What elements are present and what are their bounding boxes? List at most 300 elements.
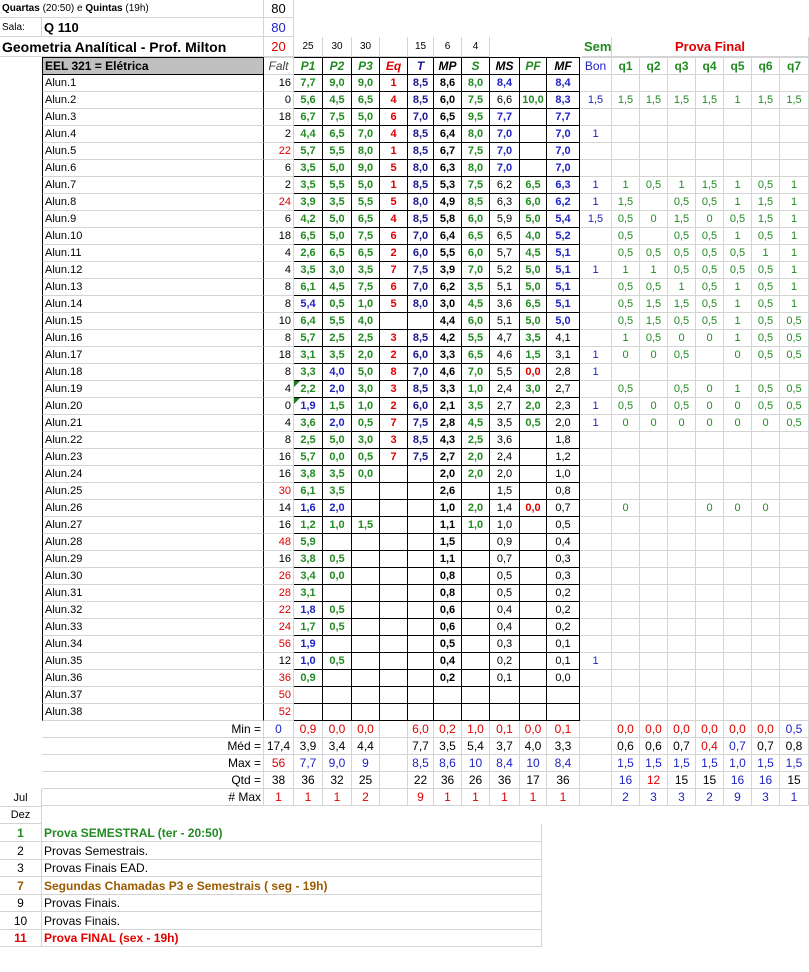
student-name: Alun.6: [42, 160, 264, 177]
grade-cell: 8,0: [352, 143, 380, 160]
grade-cell: [462, 687, 490, 704]
grade-cell: 3,3: [434, 347, 462, 364]
grade-cell: [612, 534, 640, 551]
stat-cell: 2: [352, 789, 380, 806]
stat-cell: 8,4: [490, 755, 520, 772]
grade-cell: [520, 126, 547, 143]
grade-cell: [780, 160, 809, 177]
grade-cell: [520, 568, 547, 585]
header-falt: Falt: [264, 57, 294, 75]
grade-cell: 6,2: [547, 194, 580, 211]
grade-cell: 5,0: [352, 177, 380, 194]
grade-cell: 2: [264, 126, 294, 143]
grade-cell: 5,5: [323, 177, 352, 194]
room-label: Sala:: [0, 18, 42, 37]
grade-cell: [352, 568, 380, 585]
stat-cell: 1,0: [724, 755, 752, 772]
grade-cell: [580, 381, 612, 398]
stat-cell: 3: [752, 789, 780, 806]
grade-cell: 1,0: [294, 653, 323, 670]
stat-cell: 25: [352, 772, 380, 789]
grade-cell: 0,5: [612, 381, 640, 398]
grade-cell: 2,5: [462, 432, 490, 449]
grade-cell: 1,5: [640, 92, 668, 109]
grade-cell: 6,5: [323, 126, 352, 143]
grade-cell: 0,5: [323, 296, 352, 313]
grade-cell: 1,5: [668, 211, 696, 228]
student-name: Alun.23: [42, 449, 264, 466]
grade-cell: 5,3: [434, 177, 462, 194]
grade-cell: 4,0: [323, 364, 352, 381]
grade-cell: 0,5: [780, 415, 809, 432]
month-jul: Jul: [0, 789, 42, 807]
grade-cell: 0,5: [696, 245, 724, 262]
grade-cell: 1,5: [580, 92, 612, 109]
stat-cell: 17: [520, 772, 547, 789]
grade-cell: [668, 534, 696, 551]
grade-cell: 0,5: [752, 381, 780, 398]
grade-cell: 30: [264, 483, 294, 500]
grade-cell: 1,9: [294, 398, 323, 415]
grade-cell: [580, 160, 612, 177]
grade-cell: 5,0: [352, 364, 380, 381]
grade-cell: 3,8: [294, 466, 323, 483]
student-name: Alun.32: [42, 602, 264, 619]
stat-label: Min =: [42, 721, 264, 738]
grade-cell: [580, 228, 612, 245]
stat-cell: 32: [323, 772, 352, 789]
grade-cell: 10,0: [520, 92, 547, 109]
grade-cell: 0,5: [752, 228, 780, 245]
grade-cell: [490, 687, 520, 704]
grade-cell: 3,5: [490, 415, 520, 432]
grade-cell: 2,7: [490, 398, 520, 415]
grade-cell: [612, 143, 640, 160]
grade-cell: [520, 432, 547, 449]
room-count: 80: [264, 18, 294, 37]
grade-cell: 4: [264, 415, 294, 432]
stat-cell: 2: [696, 789, 724, 806]
grade-cell: 7: [380, 415, 408, 432]
calendar-event: Provas Semestrais.: [42, 842, 542, 860]
grade-cell: 0,5: [668, 228, 696, 245]
grade-cell: 6,3: [490, 194, 520, 211]
grade-cell: 5,4: [547, 211, 580, 228]
grade-cell: 0,5: [752, 262, 780, 279]
grade-cell: [380, 483, 408, 500]
grade-cell: 5,5: [490, 364, 520, 381]
grade-cell: 1,0: [462, 381, 490, 398]
stat-cell: 1,5: [696, 755, 724, 772]
stat-cell: 0,1: [547, 721, 580, 738]
grade-cell: 1: [780, 177, 809, 194]
grade-cell: [547, 687, 580, 704]
grade-cell: 5,1: [547, 245, 580, 262]
grade-cell: [696, 534, 724, 551]
grade-cell: 3,1: [547, 347, 580, 364]
grade-cell: [752, 585, 780, 602]
grade-cell: [696, 517, 724, 534]
grade-cell: 0: [668, 330, 696, 347]
grade-cell: [380, 551, 408, 568]
grade-cell: 2,8: [547, 364, 580, 381]
grade-cell: 1,5: [640, 313, 668, 330]
grade-cell: 0,5: [640, 279, 668, 296]
grade-cell: 0: [612, 415, 640, 432]
grade-cell: [380, 602, 408, 619]
student-name: Alun.15: [42, 313, 264, 330]
weight-cell: [380, 37, 408, 57]
student-name: Alun.36: [42, 670, 264, 687]
grade-cell: 7,0: [547, 160, 580, 177]
grade-cell: 8,5: [462, 194, 490, 211]
grade-cell: 0: [640, 398, 668, 415]
stat-cell: 17,4: [264, 738, 294, 755]
grade-cell: 1,0: [323, 517, 352, 534]
grade-cell: 2,7: [434, 449, 462, 466]
grade-cell: [668, 449, 696, 466]
grade-cell: 50: [264, 687, 294, 704]
grade-cell: 1: [780, 262, 809, 279]
grade-cell: 3,0: [434, 296, 462, 313]
grade-cell: [580, 296, 612, 313]
grade-cell: [780, 704, 809, 721]
stat-cell: 15: [780, 772, 809, 789]
stat-cell: 15: [668, 772, 696, 789]
grade-cell: 0,4: [547, 534, 580, 551]
grade-cell: [640, 602, 668, 619]
grade-cell: 3,6: [294, 415, 323, 432]
student-name: Alun.14: [42, 296, 264, 313]
grade-cell: 6,5: [434, 109, 462, 126]
grade-cell: 4: [264, 262, 294, 279]
calendar-day: 9: [0, 894, 42, 912]
calendar-event: Provas Finais EAD.: [42, 859, 542, 877]
grade-cell: [520, 619, 547, 636]
grade-cell: 9,0: [352, 160, 380, 177]
grade-cell: 6,1: [294, 279, 323, 296]
grade-cell: 1: [780, 194, 809, 211]
schedule-cell: [0, 0, 264, 18]
grade-cell: [696, 585, 724, 602]
grade-cell: [434, 687, 462, 704]
grade-cell: 5,2: [547, 228, 580, 245]
grade-cell: [580, 636, 612, 653]
grade-cell: 5,5: [462, 330, 490, 347]
student-name: Alun.10: [42, 228, 264, 245]
grade-cell: 3,8: [294, 551, 323, 568]
grade-cell: [580, 687, 612, 704]
grade-cell: [640, 551, 668, 568]
grade-cell: 4,0: [520, 228, 547, 245]
stat-cell: 36: [294, 772, 323, 789]
grade-cell: 7,0: [408, 364, 434, 381]
grade-cell: 6,0: [462, 313, 490, 330]
grade-cell: [520, 160, 547, 177]
grade-cell: 5,0: [520, 279, 547, 296]
grade-cell: 1,5: [752, 211, 780, 228]
grade-cell: [752, 568, 780, 585]
grade-cell: 5: [380, 296, 408, 313]
grade-cell: [668, 483, 696, 500]
grade-cell: 0,2: [547, 619, 580, 636]
grade-cell: 1,1: [434, 551, 462, 568]
grade-cell: [696, 126, 724, 143]
grade-cell: [752, 126, 780, 143]
weight-cell: 30: [352, 37, 380, 57]
student-name: Alun.31: [42, 585, 264, 602]
grade-cell: [640, 704, 668, 721]
grade-cell: 0: [724, 500, 752, 517]
grade-cell: [352, 500, 380, 517]
grade-cell: [380, 670, 408, 687]
grade-cell: [323, 704, 352, 721]
grade-cell: [462, 602, 490, 619]
stat-cell: 1,5: [668, 755, 696, 772]
grade-cell: 5,0: [323, 228, 352, 245]
grade-cell: [520, 534, 547, 551]
grade-cell: 0,5: [323, 551, 352, 568]
grade-cell: 1,7: [294, 619, 323, 636]
grade-cell: 0: [752, 500, 780, 517]
grade-cell: 1: [724, 177, 752, 194]
student-name: Alun.26: [42, 500, 264, 517]
grade-cell: 1: [380, 75, 408, 92]
grade-cell: 0,5: [640, 245, 668, 262]
grade-cell: 3,4: [294, 568, 323, 585]
grade-cell: [380, 568, 408, 585]
room-value: Q 110: [42, 18, 264, 37]
grade-cell: 2,6: [294, 245, 323, 262]
stat-cell: 9: [408, 789, 434, 806]
grade-cell: 28: [264, 585, 294, 602]
grade-cell: 1: [724, 381, 752, 398]
grade-cell: [724, 466, 752, 483]
grade-cell: 2,5: [294, 432, 323, 449]
stat-cell: 3,7: [490, 738, 520, 755]
grade-cell: 1,0: [352, 398, 380, 415]
stat-cell: 12: [640, 772, 668, 789]
grade-cell: 0,5: [696, 262, 724, 279]
stat-cell: 0,0: [323, 721, 352, 738]
grade-cell: 5,0: [352, 109, 380, 126]
schedule-time-a: (20:50) e: [42, 3, 83, 14]
stat-cell: 22: [408, 772, 434, 789]
grade-cell: 3,1: [294, 585, 323, 602]
grade-cell: 0: [752, 415, 780, 432]
stat-cell: [580, 738, 612, 755]
grade-cell: 0,5: [752, 313, 780, 330]
grade-cell: 5,0: [520, 262, 547, 279]
grade-cell: [640, 483, 668, 500]
grade-cell: [640, 126, 668, 143]
grade-cell: 7,0: [408, 109, 434, 126]
grade-cell: [612, 602, 640, 619]
grade-cell: 4,6: [490, 347, 520, 364]
header-q4: q4: [696, 57, 724, 75]
grade-cell: [462, 619, 490, 636]
grade-cell: [640, 381, 668, 398]
grade-cell: 8,5: [408, 211, 434, 228]
calendar-event: Provas Finais.: [42, 912, 542, 930]
grade-cell: [668, 432, 696, 449]
grade-cell: [752, 551, 780, 568]
stat-cell: 3,4: [323, 738, 352, 755]
grade-cell: 0,2: [547, 585, 580, 602]
grade-cell: 1,5: [640, 296, 668, 313]
grade-cell: [724, 704, 752, 721]
grade-cell: 3,5: [520, 330, 547, 347]
grade-cell: [752, 364, 780, 381]
grade-cell: [520, 483, 547, 500]
grade-cell: 6,1: [294, 483, 323, 500]
grade-cell: 0: [696, 415, 724, 432]
header-q1: q1: [612, 57, 640, 75]
grade-cell: 1: [580, 177, 612, 194]
grade-cell: [640, 500, 668, 517]
grade-cell: 7,5: [462, 92, 490, 109]
grade-cell: [352, 636, 380, 653]
grade-cell: [612, 670, 640, 687]
grade-cell: 1,5: [434, 534, 462, 551]
student-name: Alun.8: [42, 194, 264, 211]
grade-cell: 1,4: [490, 500, 520, 517]
stat-cell: [380, 738, 408, 755]
grade-cell: 1: [724, 330, 752, 347]
grade-cell: 1: [580, 126, 612, 143]
grade-cell: 1,5: [696, 177, 724, 194]
grade-cell: 7,0: [408, 228, 434, 245]
grade-cell: 3,6: [490, 296, 520, 313]
grade-cell: [612, 551, 640, 568]
grade-cell: 3,9: [434, 262, 462, 279]
grade-cell: 8,4: [490, 75, 520, 92]
grade-cell: 2,0: [323, 381, 352, 398]
grade-cell: 5,0: [547, 313, 580, 330]
stat-cell: 1: [780, 789, 809, 806]
grade-cell: 5,7: [294, 143, 323, 160]
grade-cell: 0,5: [724, 211, 752, 228]
grade-cell: 0,1: [547, 636, 580, 653]
grade-cell: 1,2: [294, 517, 323, 534]
grade-cell: 1,1: [434, 517, 462, 534]
grade-cell: 0,8: [547, 483, 580, 500]
grade-cell: [640, 619, 668, 636]
grade-cell: 0,5: [352, 415, 380, 432]
student-name: Alun.1: [42, 75, 264, 92]
grade-cell: 5,2: [490, 262, 520, 279]
grade-cell: 6,0: [462, 245, 490, 262]
stat-cell: 9: [352, 755, 380, 772]
grade-cell: 6,5: [323, 245, 352, 262]
grade-cell: 0,5: [752, 177, 780, 194]
stat-cell: 1: [520, 789, 547, 806]
stat-cell: 0,0: [696, 721, 724, 738]
student-name: Alun.34: [42, 636, 264, 653]
grade-cell: 7,0: [547, 126, 580, 143]
calendar-event: Prova FINAL (sex - 19h): [42, 929, 542, 947]
grade-cell: 7,0: [490, 143, 520, 160]
grade-cell: 12: [264, 653, 294, 670]
grade-cell: 0: [264, 398, 294, 415]
stat-cell: 0,7: [668, 738, 696, 755]
calendar-event: Prova SEMESTRAL (ter - 20:50): [42, 824, 542, 842]
grade-cell: [612, 483, 640, 500]
grade-cell: 0: [724, 398, 752, 415]
grade-cell: [580, 466, 612, 483]
weight-cell: 4: [462, 37, 490, 57]
grade-cell: [640, 585, 668, 602]
grade-cell: [752, 534, 780, 551]
grade-cell: 0,5: [668, 313, 696, 330]
grade-cell: 1: [580, 347, 612, 364]
grade-cell: [408, 483, 434, 500]
grade-cell: [724, 602, 752, 619]
grade-cell: [780, 534, 809, 551]
header-t: T: [408, 57, 434, 75]
grade-cell: [380, 619, 408, 636]
stat-cell: 0,6: [640, 738, 668, 755]
grade-cell: [580, 313, 612, 330]
grade-cell: 3: [380, 330, 408, 347]
grade-cell: 1: [580, 364, 612, 381]
grade-cell: 1: [668, 177, 696, 194]
grade-cell: 1: [780, 279, 809, 296]
student-name: Alun.3: [42, 109, 264, 126]
grade-cell: 0,2: [434, 670, 462, 687]
grade-cell: [780, 670, 809, 687]
stat-cell: 15: [696, 772, 724, 789]
grade-cell: 2,0: [323, 415, 352, 432]
student-name: Alun.7: [42, 177, 264, 194]
grade-cell: [408, 534, 434, 551]
grade-cell: 7,0: [462, 364, 490, 381]
stat-cell: 1,5: [640, 755, 668, 772]
grade-cell: [640, 466, 668, 483]
grade-cell: [724, 126, 752, 143]
grade-cell: 7,0: [352, 126, 380, 143]
grade-cell: [640, 228, 668, 245]
grade-cell: 0,5: [612, 245, 640, 262]
grade-cell: [408, 500, 434, 517]
grade-cell: 0,4: [434, 653, 462, 670]
grade-cell: 0,5: [490, 585, 520, 602]
grade-cell: [408, 602, 434, 619]
grade-cell: [640, 636, 668, 653]
grade-cell: [520, 143, 547, 160]
grade-cell: [408, 568, 434, 585]
grade-cell: 9,0: [352, 75, 380, 92]
grade-cell: [520, 466, 547, 483]
grade-cell: 0,5: [323, 602, 352, 619]
grade-cell: 7,5: [408, 262, 434, 279]
grade-cell: 16: [264, 551, 294, 568]
grade-cell: 5,7: [490, 245, 520, 262]
grade-cell: 0,5: [696, 313, 724, 330]
grade-cell: 0,5: [668, 381, 696, 398]
grade-cell: [696, 687, 724, 704]
stat-cell: 36: [434, 772, 462, 789]
grade-cell: [580, 517, 612, 534]
student-name: Alun.5: [42, 143, 264, 160]
grade-cell: 0: [640, 211, 668, 228]
grade-cell: 5,1: [490, 313, 520, 330]
grade-cell: [780, 653, 809, 670]
grade-cell: [520, 653, 547, 670]
grade-cell: [696, 551, 724, 568]
grade-cell: 8,5: [408, 75, 434, 92]
grade-cell: [724, 109, 752, 126]
